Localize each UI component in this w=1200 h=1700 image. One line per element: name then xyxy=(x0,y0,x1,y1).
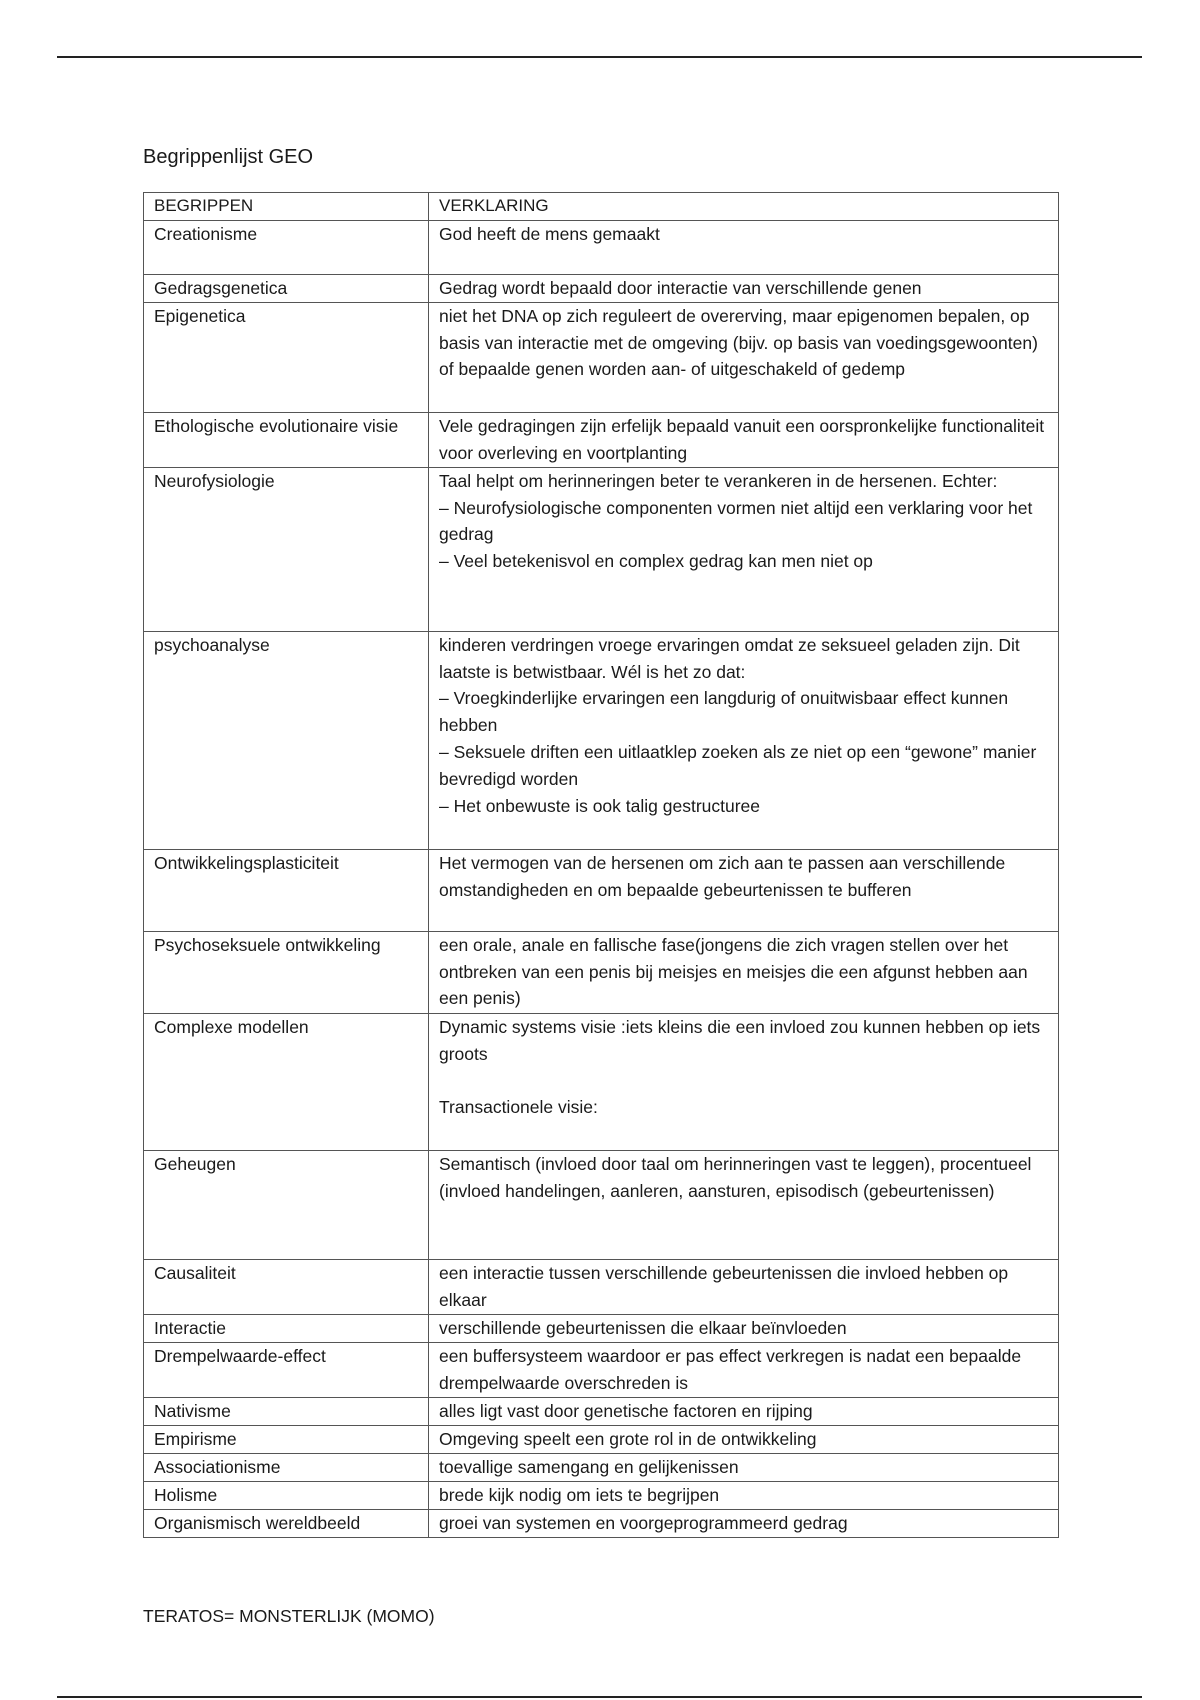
explanation-cell: toevallige samengang en gelijkenissen xyxy=(429,1453,1059,1481)
document-title: Begrippenlijst GEO xyxy=(143,146,314,168)
explanation-cell: God heeft de mens gemaakt xyxy=(429,220,1059,274)
header-terms: BEGRIPPEN xyxy=(144,193,429,221)
explanation-cell: Taal helpt om herinneringen beter te verankeren in de hersenen. Echter: – Neurofysiologische componenten vormen niet altijd een verklaring voor het gedrag – Veel betekenisvol en complex gedrag kan men niet op xyxy=(429,467,1059,631)
term-cell: Psychoseksuele ontwikkeling xyxy=(144,931,429,1013)
term-cell: Ontwikkelingsplasticiteit xyxy=(144,849,429,931)
table-row xyxy=(144,1259,1059,1314)
top-divider xyxy=(57,56,1142,58)
term-cell: Holisme xyxy=(144,1481,429,1509)
explanation-cell: Vele gedragingen zijn erfelijk bepaald vanuit een oorspronkelijke functionaliteit voor overleving en voortplanting xyxy=(429,412,1059,467)
term-cell: Causaliteit xyxy=(144,1259,429,1314)
table-header-row xyxy=(144,193,1059,221)
explanation-cell: Gedrag wordt bepaald door interactie van verschillende genen xyxy=(429,274,1059,302)
term-cell: Interactie xyxy=(144,1314,429,1342)
term-cell: Nativisme xyxy=(144,1397,429,1425)
term-cell: Associationisme xyxy=(144,1453,429,1481)
explanation-cell: kinderen verdringen vroege ervaringen omdat ze seksueel geladen zijn. Dit laatste is betwistbaar. Wél is het zo dat: – Vroegkinderlijke ervaringen een langdurig of onuitwisbaar effect kunnen hebben – Seksuele driften een uitlaatklep zoeken als ze niet op een “gewone” manier bevredigd worden – Het onbewuste is ook talig gestructuree xyxy=(429,631,1059,849)
bottom-divider xyxy=(57,1696,1142,1698)
table-row xyxy=(144,849,1059,931)
term-cell: Drempelwaarde-effect xyxy=(144,1342,429,1397)
table-row xyxy=(144,1397,1059,1425)
term-cell: Empirisme xyxy=(144,1425,429,1453)
explanation-cell: Omgeving speelt een grote rol in de ontwikkeling xyxy=(429,1425,1059,1453)
explanation-cell: Het vermogen van de hersenen om zich aan te passen aan verschillende omstandigheden en om bepaalde gebeurtenissen te bufferen xyxy=(429,849,1059,931)
table-row xyxy=(144,1425,1059,1453)
term-cell: Epigenetica xyxy=(144,302,429,412)
explanation-cell: een orale, anale en fallische fase(jongens die zich vragen stellen over het ontbreken van een penis bij meisjes en meisjes die een afgunst hebben aan een penis) xyxy=(429,931,1059,1013)
table-row xyxy=(144,274,1059,302)
glossary-table xyxy=(143,192,1059,1538)
table-row xyxy=(144,1342,1059,1397)
table-row xyxy=(144,1453,1059,1481)
term-cell: Complexe modellen xyxy=(144,1013,429,1150)
table-row xyxy=(144,412,1059,467)
term-cell: psychoanalyse xyxy=(144,631,429,849)
table-row xyxy=(144,1013,1059,1150)
table-row xyxy=(144,467,1059,631)
table-row xyxy=(144,1150,1059,1259)
table-row xyxy=(144,302,1059,412)
term-cell: Ethologische evolutionaire visie xyxy=(144,412,429,467)
explanation-cell: alles ligt vast door genetische factoren en rijping xyxy=(429,1397,1059,1425)
explanation-cell: verschillende gebeurtenissen die elkaar beïnvloeden xyxy=(429,1314,1059,1342)
table-row xyxy=(144,631,1059,849)
explanation-cell: niet het DNA op zich reguleert de overerving, maar epigenomen bepalen, op basis van interactie met de omgeving (bijv. op basis van voedingsgewoonten) of bepaalde genen worden aan- of uitgeschakeld of gedemp xyxy=(429,302,1059,412)
explanation-cell: brede kijk nodig om iets te begrijpen xyxy=(429,1481,1059,1509)
term-cell: Organismisch wereldbeeld xyxy=(144,1509,429,1537)
table-row xyxy=(144,1481,1059,1509)
explanation-cell: groei van systemen en voorgeprogrammeerd gedrag xyxy=(429,1509,1059,1537)
header-explanation: VERKLARING xyxy=(429,193,1059,221)
table-row xyxy=(144,1509,1059,1537)
term-cell: Gedragsgenetica xyxy=(144,274,429,302)
table-row xyxy=(144,931,1059,1013)
table-row xyxy=(144,1314,1059,1342)
explanation-cell: een interactie tussen verschillende gebeurtenissen die invloed hebben op elkaar xyxy=(429,1259,1059,1314)
footer-note: TERATOS= MONSTERLIJK (MOMO) xyxy=(143,1606,435,1626)
explanation-cell: een buffersysteem waardoor er pas effect verkregen is nadat een bepaalde drempelwaarde overschreden is xyxy=(429,1342,1059,1397)
term-cell: Neurofysiologie xyxy=(144,467,429,631)
explanation-cell: Dynamic systems visie :iets kleins die een invloed zou kunnen hebben op iets groots Transactionele visie: xyxy=(429,1013,1059,1150)
explanation-cell: Semantisch (invloed door taal om herinneringen vast te leggen), procentueel (invloed handelingen, aanleren, aansturen, episodisch (gebeurtenissen) xyxy=(429,1150,1059,1259)
table-row xyxy=(144,220,1059,274)
term-cell: Geheugen xyxy=(144,1150,429,1259)
term-cell: Creationisme xyxy=(144,220,429,274)
